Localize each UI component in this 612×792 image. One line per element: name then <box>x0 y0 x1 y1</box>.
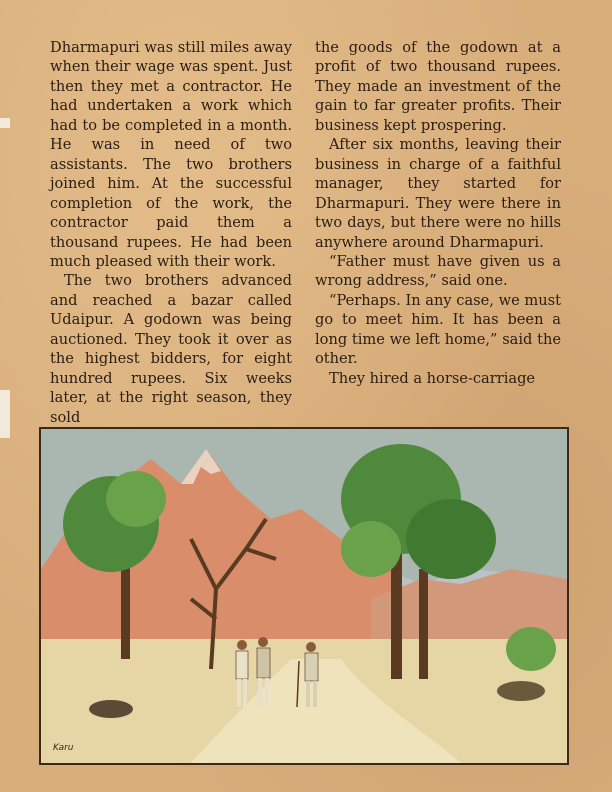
paragraph: the goods of the godown at a profit of two thousand rupees. They made an investment of the gain to far greater profits. Their business kept prospering. <box>315 39 561 134</box>
tree-trunk <box>391 549 402 679</box>
shrub <box>89 700 133 718</box>
tree-foliage <box>341 521 401 577</box>
page-edge-mark <box>0 390 10 438</box>
paragraph: Dharmapuri was still miles away when their wage was spent. Just then they met a contractor. He had undertaken a work which had to be completed in a month. He was in need of two assistants. The two brothers joined him. At the successful completion of the work, the contractor paid them a thousand rupees. He had been much pleased with their work. <box>50 39 292 270</box>
artist-signature: Karu <box>53 743 74 753</box>
tree-foliage <box>406 499 496 579</box>
tree-trunk <box>419 569 428 679</box>
paragraph: “Father must have given us a wrong address,” said one. <box>315 252 561 290</box>
text-column-right <box>315 38 561 388</box>
text-column-left <box>50 38 292 427</box>
landscape-drawing <box>41 429 567 763</box>
paragraph: After six months, leaving their business in charge of a faithful manager, they started for Dharmapuri. They were there in two days, but there were no hills anywhere around Dharmapuri. <box>315 136 561 251</box>
tree-foliage <box>106 471 166 527</box>
page-edge-mark <box>0 118 10 128</box>
paragraph: “Perhaps. In any case, we must go to meet him. It has been a long time we left home,” said the other. <box>315 291 561 368</box>
paragraph: They hired a horse-carriage <box>329 369 536 387</box>
tree-foliage <box>506 627 556 671</box>
paragraph: The two brothers advanced and reached a bazar called Udaipur. A godown was being auctioned. They took it over as the highest bidders, for eight hundred rupees. Six weeks later, at the right season, they sold <box>50 272 292 426</box>
story-illustration <box>39 427 569 765</box>
shrub <box>497 681 545 701</box>
